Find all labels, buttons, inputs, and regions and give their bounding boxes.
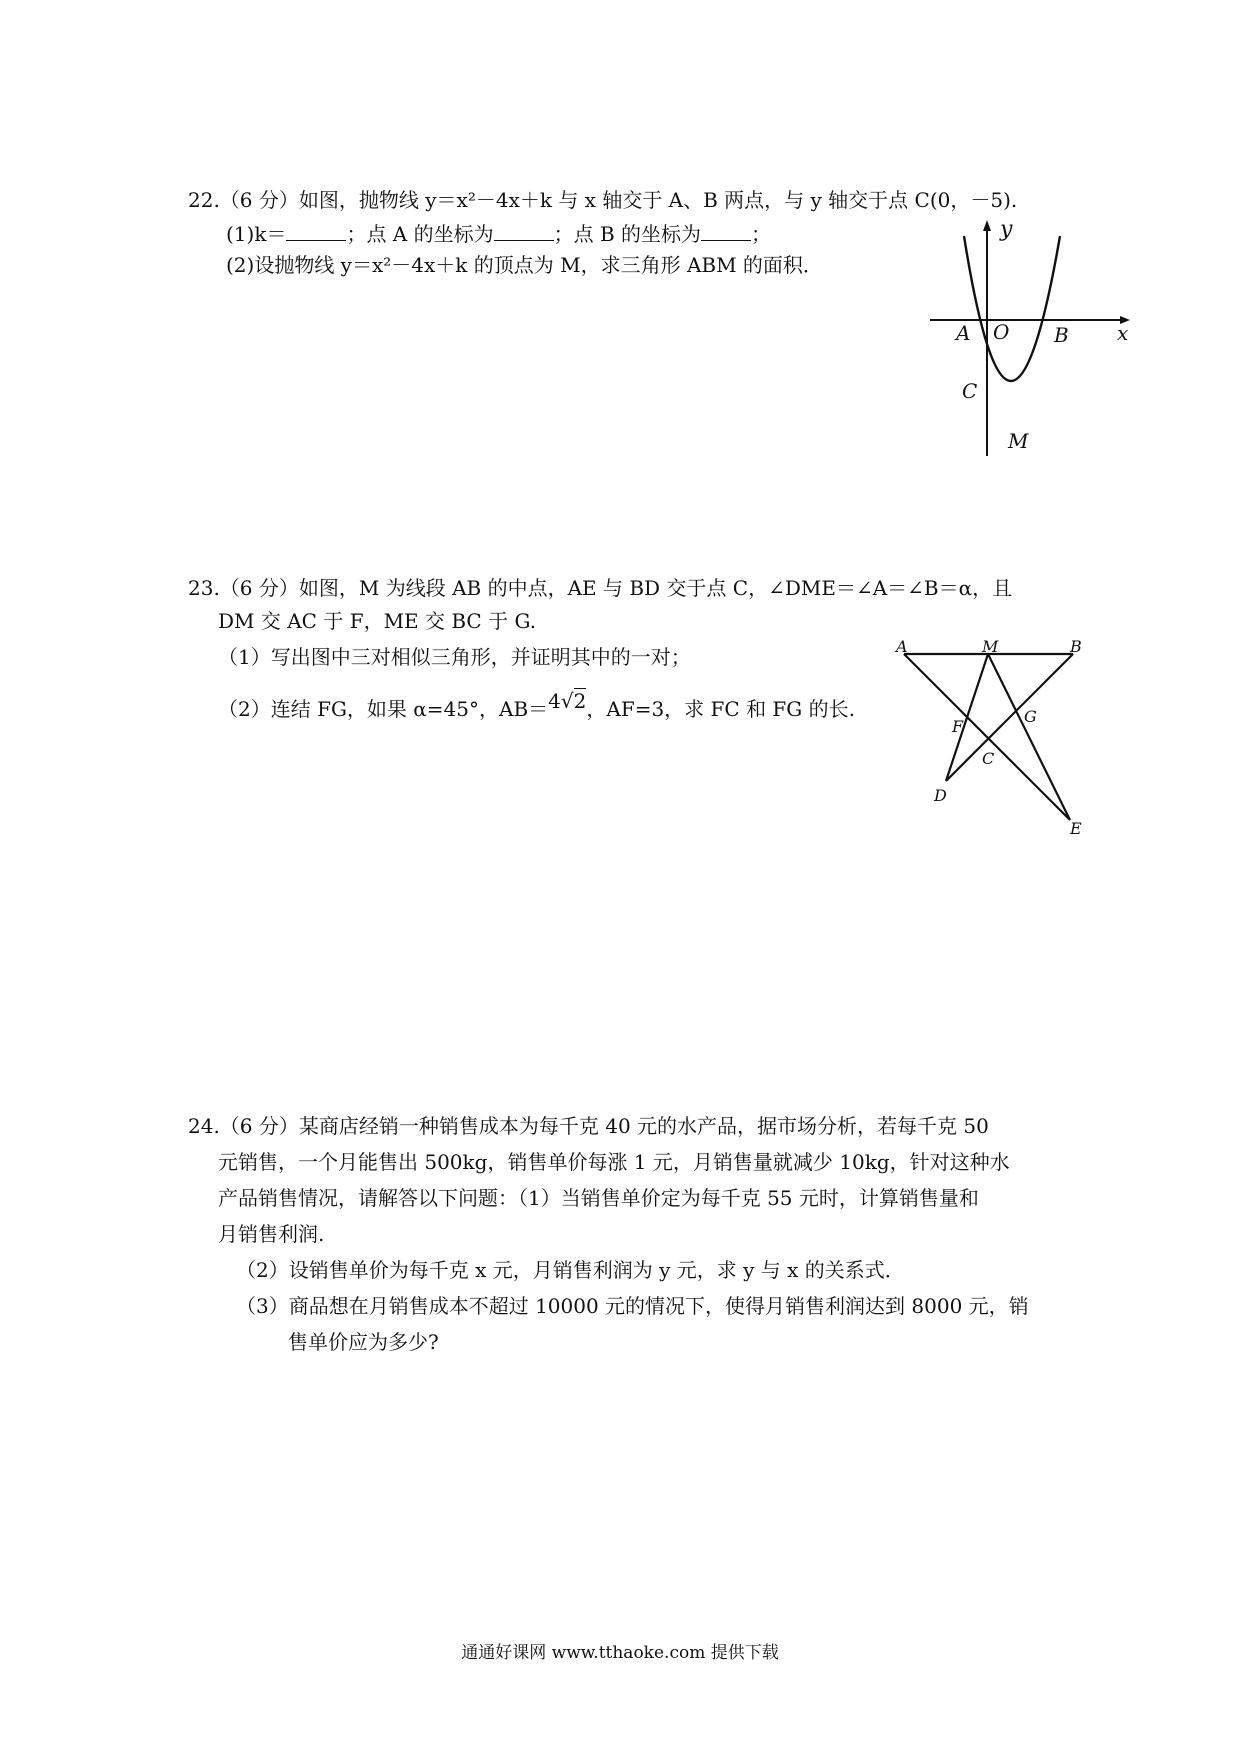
q23-line-3: （1）写出图中三对相似三角形，并证明其中的一对；: [218, 645, 691, 669]
q22-point-b-label: ；点 B 的坐标为: [553, 222, 702, 246]
q22-line-1: 22.（6 分）如图，抛物线 y＝x²－4x＋k 与 x 轴交于 A、B 两点，与 y 轴交于点 C(0，－5).: [188, 188, 1018, 212]
q22-point-a-label: ；点 A 的坐标为: [346, 222, 494, 246]
label-f: F: [952, 717, 964, 736]
q23-part2-text: （2）连结 FG，如果 α=45°，AB＝: [218, 697, 549, 721]
answer-blank-k[interactable]: [286, 220, 346, 241]
q23-part2-rest: ，AF=3，求 FC 和 FG 的长.: [586, 697, 855, 721]
label-b: B: [1054, 323, 1069, 347]
page-footer: 通通好课网 www.tthaoke.com 提供下载: [461, 1643, 779, 1663]
label-c: C: [982, 749, 995, 768]
segment-bd: [946, 654, 1073, 781]
label-d: D: [934, 786, 947, 805]
q23-line-2: DM 交 AC 于 F，ME 交 BC 于 G.: [218, 609, 537, 633]
label-a: A: [896, 637, 908, 656]
sqrt-expression: 4√2: [548, 689, 587, 713]
label-b: B: [1070, 637, 1082, 656]
label-o: O: [993, 320, 1010, 344]
q24-line-3: 产品销售情况，请解答以下问题：（1）当销售单价定为每千克 55 元时，计算销售量和: [218, 1186, 979, 1210]
q24-line-2: 元销售，一个月能售出 500kg，销售单价每涨 1 元，月销售量就减少 10kg，针对这种水: [218, 1150, 1010, 1174]
q24-line-7: 售单价应为多少?: [288, 1330, 439, 1354]
parabola-figure: [920, 216, 1140, 460]
q24-line-4: 月销售利润.: [218, 1222, 325, 1246]
answer-blank-a[interactable]: [494, 220, 554, 241]
sqrt-radicand: 2: [573, 689, 587, 713]
label-a: A: [956, 321, 971, 345]
q23-line-1: 23.（6 分）如图，M 为线段 AB 的中点，AE 与 BD 交于点 C，∠DME＝∠A＝∠B＝α，且: [188, 576, 1013, 600]
label-m: M: [982, 637, 999, 656]
q24-line-1: 24.（6 分）某商店经销一种销售成本为每千克 40 元的水产品，据市场分析，若每千克 50: [188, 1114, 989, 1138]
q22-line-3: (2)设抛物线 y＝x²－4x＋k 的顶点为 M，求三角形 ABM 的面积．: [226, 253, 823, 277]
q22-part1-end: ；: [751, 222, 772, 246]
parabola-curve: [964, 236, 1060, 381]
q22-line-2: [226, 220, 771, 246]
segment-me: [988, 654, 1070, 820]
label-g: G: [1024, 707, 1037, 726]
segment-ae: [904, 654, 1070, 820]
triangle-figure: [890, 636, 1090, 846]
label-c: C: [962, 379, 978, 403]
label-x: x: [1117, 321, 1129, 345]
q22-part1-label: (1)k＝: [226, 222, 287, 246]
sqrt-coefficient: 4: [548, 689, 561, 713]
q24-line-5: （2）设销售单价为每千克 x 元，月销售利润为 y 元，求 y 与 x 的关系式．: [236, 1258, 905, 1282]
label-m: M: [1008, 429, 1029, 453]
q24-line-6: （3）商品想在月销售成本不超过 10000 元的情况下，使得月销售利润达到 8000 元，销: [236, 1294, 1029, 1318]
answer-blank-b[interactable]: [701, 220, 751, 241]
label-e: E: [1070, 819, 1082, 838]
q23-line-4: [218, 689, 855, 721]
label-y: y: [1000, 217, 1013, 242]
y-axis-arrow: [983, 220, 991, 231]
